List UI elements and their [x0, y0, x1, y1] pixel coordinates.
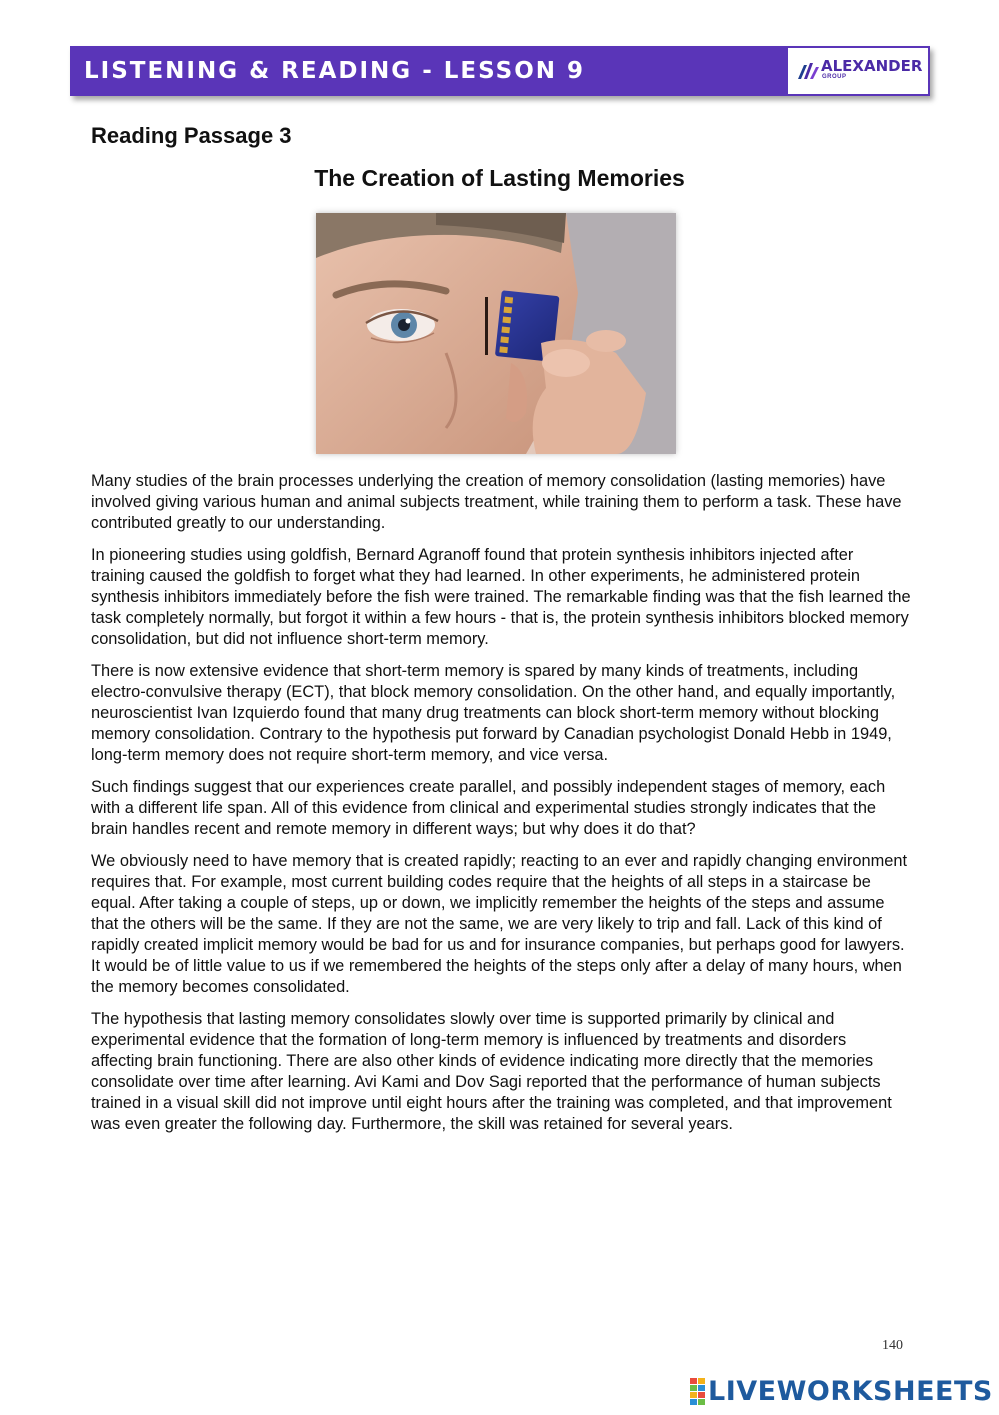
paragraph: Many studies of the brain processes underlying the creation of memory consolidation (lasting memories) have involved giving various human and animal subjects treatment, while training them to perform a task. These have contributed greatly to our understanding. [91, 472, 902, 532]
article-body [91, 471, 911, 1146]
article-title: The Creation of Lasting Memories [314, 165, 685, 191]
photo-illustration-icon [316, 213, 676, 454]
page-number: 140 [882, 1338, 903, 1353]
paragraph: We obviously need to have memory that is created rapidly; reacting to an ever and rapidly changing environment requires that. For example, most current building codes require that the heights of all steps in a staircase be equal. After taking a couple of steps, up or down, we implicitly remember the heights of the steps and assume that the others will be the same. If they are not the same, we are very likely to trip and fall. Lack of this kind of rapidly created implicit memory would be bad for us and for insurance companies, but perhaps good for lawyers. It would be of little value to us if we remembered the heights of the steps only after a delay of many hours, when the memory becomes consolidated. [91, 852, 908, 996]
header-banner [70, 46, 930, 96]
memory-card-photo [316, 213, 676, 454]
logo-name: ALEXANDER [821, 57, 923, 75]
logo-mark-icon [798, 61, 820, 79]
paragraph: There is now extensive evidence that short-term memory is spared by many kinds of treatments, including electro-convulsive therapy (ECT), that block memory consolidation. On the other hand, and equally importantly, neuroscientist Ivan Izquierdo found that many drug treatments can block short-term memory without blocking memory consolidation. Contrary to the hypothesis put forward by Canadian psychologist Donald Hebb in 1949, long-term memory does not require short-term memory, and vice versa. [91, 662, 896, 764]
alexander-group-logo [788, 48, 928, 94]
paragraph: Such findings suggest that our experiences create parallel, and possibly independent stages of memory, each with a different life span. All of this evidence from clinical and experimental studies strongly indicates that the brain handles recent and remote memory in different ways; but why does it do that? [91, 778, 886, 838]
paragraph: The hypothesis that lasting memory consolidates slowly over time is supported primarily by clinical and experimental evidence that the formation of long-term memory is influenced by treatments and disorders affecting brain functioning. There are also other kinds of evidence indicating more directly that the memories consolidate over time after learning. Avi Kami and Dov Sagi reported that the performance of human subjects trained in a visual skill did not improve until eight hours after the training was completed, and that improvement was even greater the following day. Furthermore, the skill was retained for several years. [91, 1010, 892, 1133]
liveworksheets-logo[interactable] [690, 1376, 993, 1410]
lesson-title: LISTENING & READING - LESSON 9 [84, 58, 586, 84]
liveworksheets-wordmark: LIVEWORKSHEETS [708, 1376, 993, 1407]
paragraph: In pioneering studies using goldfish, Bernard Agranoff found that protein synthesis inhibitors injected after training caused the goldfish to forget what they had learned. In other experiments, he administered protein synthesis inhibitors immediately before the fish were trained. The remarkable finding was that the fish learned the task completely normally, but forgot it within a few hours - that is, the protein synthesis inhibitors blocked memory consolidation, but did not influence short-term memory. [91, 546, 911, 648]
liveworksheets-blocks-icon [690, 1378, 706, 1408]
logo-sub: GROUP [822, 74, 847, 80]
section-title: Reading Passage 3 [91, 123, 292, 148]
